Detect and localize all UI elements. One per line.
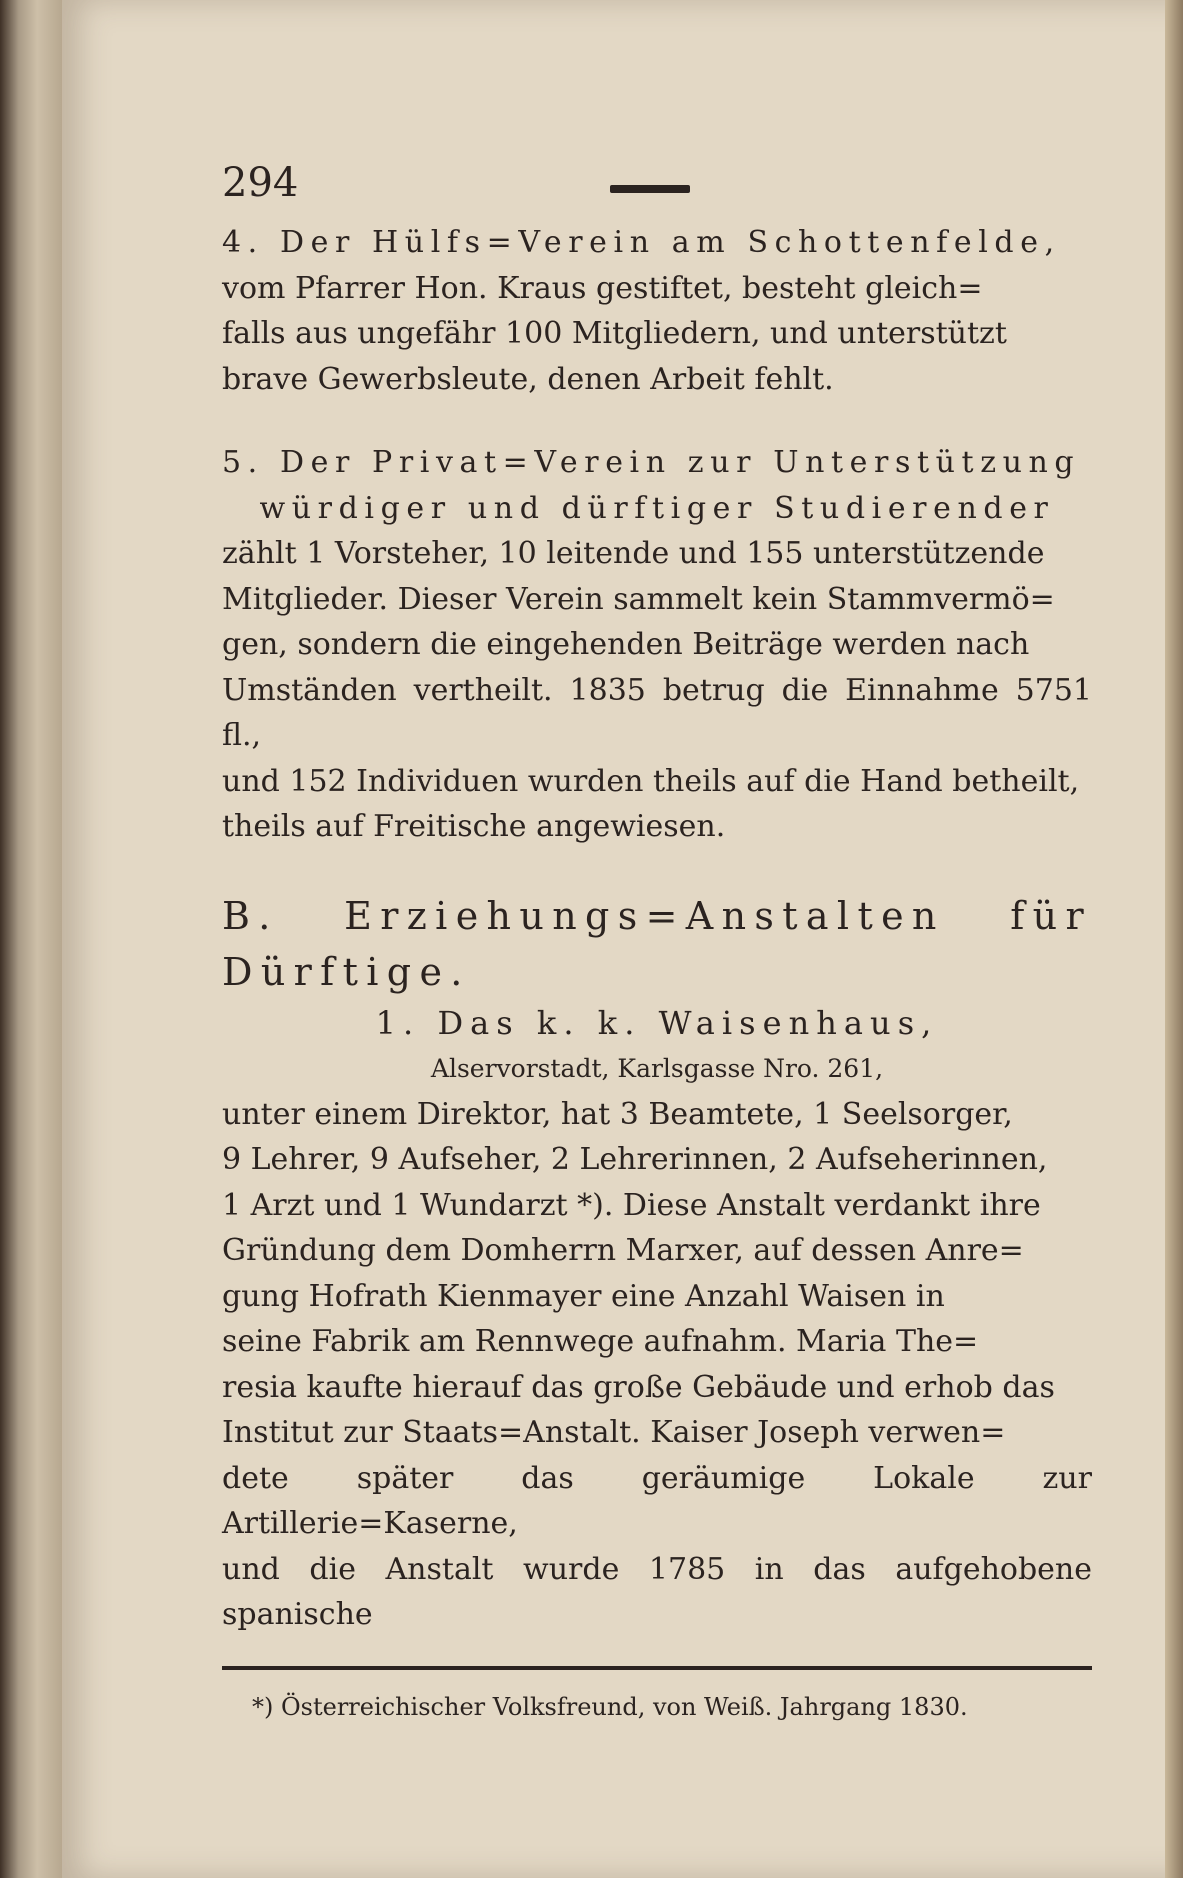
paragraph-5-heading: 5. Der Privat=Verein zur Unterstützung xyxy=(222,445,1081,480)
text-line: seine Fabrik am Rennwege aufnahm. Maria The= xyxy=(222,1324,979,1359)
text-line: und 152 Individuen wurden theils auf die Hand betheilt, xyxy=(222,763,1080,799)
text-line: Gründung dem Domherrn Marxer, auf dessen Anre= xyxy=(222,1233,1024,1268)
footnote-rule xyxy=(222,1666,1092,1670)
text-line: Institut zur Staats=Anstalt. Kaiser Joseph verwen= xyxy=(222,1415,1006,1450)
footnote: *) Österreichischer Volksfreund, von Weiß. Jahrgang 1830. xyxy=(252,1692,968,1721)
text-line: brave Gewerbsleute, denen Arbeit fehlt. xyxy=(222,361,834,397)
text-line: theils auf Freitische angewiesen. xyxy=(222,809,726,844)
page-content xyxy=(222,160,1092,1722)
paragraph-4-heading: 4. Der Hülfs=Verein am Schottenfelde, xyxy=(222,225,1061,260)
subsection-heading: 1. Das k. k. Waisenhaus, xyxy=(375,1003,939,1042)
text-line: Umständen vertheilt. 1835 betrug die Einnahme 5751 fl., xyxy=(222,672,1092,753)
text-line: gung Hofrath Kienmayer eine Anzahl Waisen in xyxy=(222,1278,945,1314)
section-b-heading: B. Erziehungs=Anstalten für Dürftige. xyxy=(222,893,1092,994)
text-line: dete später das geräumige Lokale zur Artillerie=Kaserne, xyxy=(222,1460,1092,1541)
page-header xyxy=(222,160,1092,220)
page-edge xyxy=(1165,0,1183,1878)
text-line: gen, sondern die eingehenden Beiträge werden nach xyxy=(222,627,1030,662)
text-line: 1 Arzt und 1 Wundarzt *). Diese Anstalt verdankt ihre xyxy=(222,1187,1041,1223)
text-line: 9 Lehrer, 9 Aufseher, 2 Lehrerinnen, 2 Aufseherinnen, xyxy=(222,1142,1048,1177)
text-line: falls aus ungefähr 100 Mitgliedern, und unterstützt xyxy=(222,316,1007,351)
book-spine xyxy=(0,0,62,1878)
header-rule xyxy=(610,185,690,193)
text-line: zählt 1 Vorsteher, 10 leitende und 155 unterstützende xyxy=(222,536,1045,571)
text-line: unter einem Direktor, hat 3 Beamtete, 1 Seelsorger, xyxy=(222,1096,1013,1132)
text-line: Mitglieder. Dieser Verein sammelt kein Stammvermö= xyxy=(222,581,1055,617)
subsection-address: Alservorstadt, Karlsgasse Nro. 261, xyxy=(430,1053,884,1083)
page-number: 294 xyxy=(222,160,299,206)
text-line: und die Anstalt wurde 1785 in das aufgehobene spanische xyxy=(222,1551,1092,1632)
text-line: resia kaufte hierauf das große Gebäude und erhob das xyxy=(222,1369,1055,1405)
text-line: vom Pfarrer Hon. Kraus gestiftet, besteht gleich= xyxy=(222,270,983,306)
paragraph-5-heading-2: würdiger und dürftiger Studierender xyxy=(259,490,1055,526)
